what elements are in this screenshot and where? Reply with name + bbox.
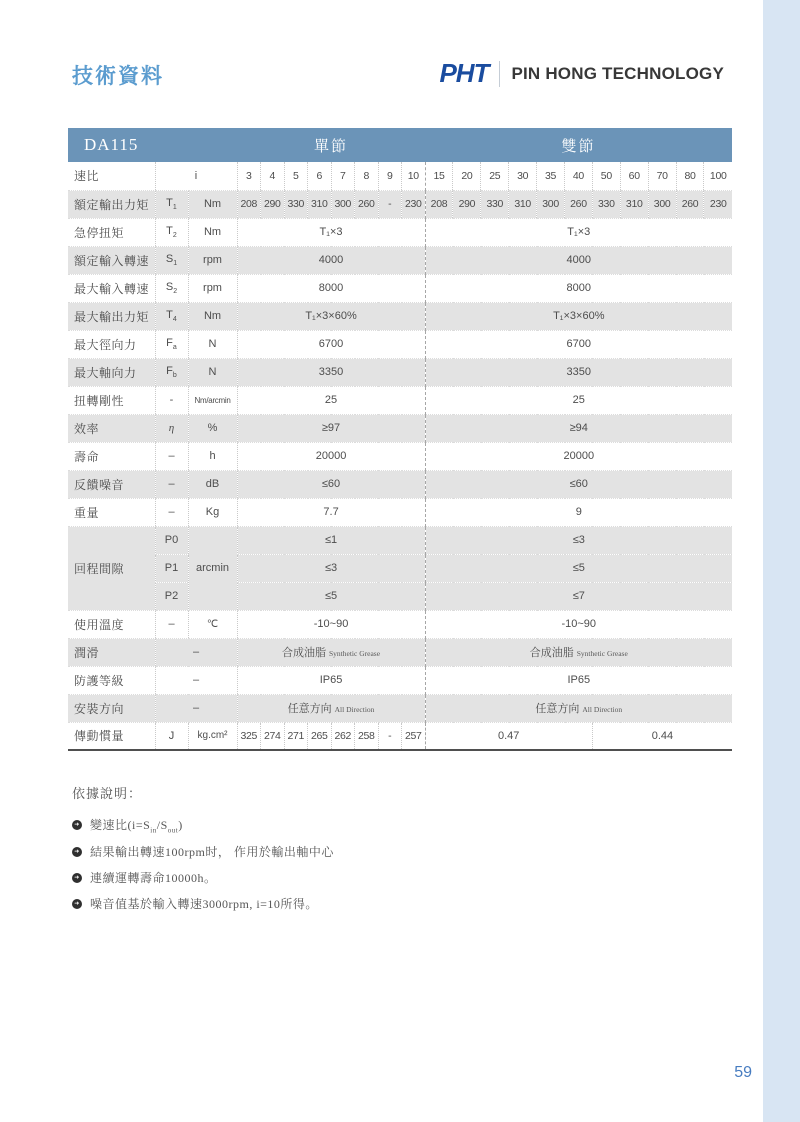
- table-row: [68, 582, 732, 610]
- list-item: [72, 843, 572, 860]
- value-cell: 310: [308, 190, 332, 218]
- value-cell: 290: [453, 190, 481, 218]
- value-cell: T₁×3: [425, 218, 732, 246]
- table-row: [68, 610, 732, 638]
- value-cell: 260: [676, 190, 704, 218]
- row-symbol: –: [155, 694, 237, 722]
- table-row: [68, 722, 732, 750]
- value-cell: ≤5: [425, 554, 732, 582]
- value-cell: ≤3: [425, 526, 732, 554]
- value-cell: 35: [537, 162, 565, 190]
- brand-name: PIN HONG TECHNOLOGY: [511, 63, 724, 83]
- arrow-bullet-icon: ➜: [72, 847, 82, 857]
- value-cell: 合成油脂 Synthetic Grease: [425, 638, 732, 666]
- row-symbol: J: [155, 722, 188, 750]
- row-symbol: $S_1$: [155, 246, 188, 274]
- model-name: DA115: [68, 128, 237, 162]
- row-symbol: $T_4$: [155, 302, 188, 330]
- page-title: 技術資料: [72, 65, 164, 88]
- row-label: 額定輸入轉速: [68, 246, 155, 274]
- value-cell: ≥97: [237, 414, 425, 442]
- row-unit: Nm: [188, 302, 237, 330]
- value-cell: ≤7: [425, 582, 732, 610]
- arrow-bullet-icon: ➜: [72, 820, 82, 830]
- value-cell: T₁×3×60%: [425, 302, 732, 330]
- brand-header: [439, 58, 724, 89]
- value-cell: 8: [355, 162, 379, 190]
- value-cell: 6: [308, 162, 332, 190]
- table-row: [68, 162, 732, 190]
- value-cell: ≥94: [425, 414, 732, 442]
- value-cell: 25: [481, 162, 509, 190]
- value-cell: 3: [237, 162, 261, 190]
- page-number: 59: [734, 1064, 752, 1081]
- value-cell: 260: [565, 190, 593, 218]
- row-unit: Nm: [188, 190, 237, 218]
- row-label: 效率: [68, 414, 155, 442]
- row-symbol: P0: [155, 526, 188, 554]
- value-cell: 20: [453, 162, 481, 190]
- value-cell: -10~90: [237, 610, 425, 638]
- value-cell: 8000: [425, 274, 732, 302]
- value-cell: 274: [261, 722, 285, 750]
- value-cell: 80: [676, 162, 704, 190]
- row-symbol: –: [155, 498, 188, 526]
- table-row: [68, 442, 732, 470]
- arrow-bullet-icon: ➜: [72, 899, 82, 909]
- row-symbol: i: [155, 162, 237, 190]
- row-symbol: –: [155, 470, 188, 498]
- row-label: 最大輸入轉速: [68, 274, 155, 302]
- value-cell: 310: [509, 190, 537, 218]
- note-text: 變速比$(i=S_{in}/S_{out})$: [90, 818, 183, 835]
- row-unit: rpm: [188, 274, 237, 302]
- notes-title: 依據說明：: [72, 786, 143, 801]
- table-row: [68, 638, 732, 666]
- arrow-bullet-icon: ➜: [72, 873, 82, 883]
- value-cell: 25: [425, 386, 732, 414]
- row-label: 安裝方向: [68, 694, 155, 722]
- note-text: 連續運轉壽命10000h。: [90, 871, 217, 886]
- value-cell: 30: [509, 162, 537, 190]
- value-cell: 290: [261, 190, 285, 218]
- value-cell: 0.44: [592, 722, 732, 750]
- row-label: 傳動慣量: [68, 722, 155, 750]
- row-symbol: $T_1$: [155, 190, 188, 218]
- value-cell: 25: [237, 386, 425, 414]
- value-cell: 60: [620, 162, 648, 190]
- value-cell: 3350: [425, 358, 732, 386]
- row-label: 額定輸出力矩: [68, 190, 155, 218]
- value-cell: 70: [648, 162, 676, 190]
- value-cell: 20000: [237, 442, 425, 470]
- row-unit: Kg: [188, 498, 237, 526]
- value-cell: 258: [355, 722, 379, 750]
- table-row: [68, 274, 732, 302]
- row-label: 最大輸出力矩: [68, 302, 155, 330]
- value-cell: 40: [565, 162, 593, 190]
- notes-list: [72, 816, 572, 912]
- row-label: 防護等級: [68, 666, 155, 694]
- row-unit: %: [188, 414, 237, 442]
- value-cell: 300: [331, 190, 355, 218]
- list-item: [72, 895, 572, 912]
- table-row: [68, 246, 732, 274]
- value-cell: 260: [355, 190, 379, 218]
- value-cell: 300: [537, 190, 565, 218]
- row-symbol: –: [155, 442, 188, 470]
- table-row: [68, 386, 732, 414]
- table-header-row: [68, 128, 732, 162]
- value-cell: 15: [425, 162, 453, 190]
- row-symbol: $S_2$: [155, 274, 188, 302]
- value-cell: 7: [331, 162, 355, 190]
- row-symbol: $F_b$: [155, 358, 188, 386]
- value-cell: ≤1: [237, 526, 425, 554]
- row-symbol: –: [155, 610, 188, 638]
- row-label: 最大軸向力: [68, 358, 155, 386]
- row-symbol: η: [155, 414, 188, 442]
- value-cell: 325: [237, 722, 261, 750]
- row-label: 速比: [68, 162, 155, 190]
- section-double: 雙節: [425, 128, 732, 162]
- value-cell: 50: [592, 162, 620, 190]
- table-row: [68, 666, 732, 694]
- value-cell: ≤60: [425, 470, 732, 498]
- value-cell: 9: [425, 498, 732, 526]
- row-unit: N: [188, 358, 237, 386]
- value-cell: 5: [284, 162, 308, 190]
- value-cell: 257: [402, 722, 426, 750]
- value-cell: 合成油脂 Synthetic Grease: [237, 638, 425, 666]
- list-item: [72, 816, 572, 834]
- value-cell: 4000: [425, 246, 732, 274]
- row-unit: dB: [188, 470, 237, 498]
- value-cell: 6700: [237, 330, 425, 358]
- row-unit: h: [188, 442, 237, 470]
- row-symbol: –: [155, 666, 237, 694]
- row-label: 使用溫度: [68, 610, 155, 638]
- row-label: 重量: [68, 498, 155, 526]
- value-cell: IP65: [425, 666, 732, 694]
- value-cell: 任意方向 All Direction: [237, 694, 425, 722]
- notes-section: [72, 783, 572, 921]
- value-cell: 9: [378, 162, 402, 190]
- table-row: [68, 694, 732, 722]
- value-cell: 330: [592, 190, 620, 218]
- row-label: 最大徑向力: [68, 330, 155, 358]
- row-label: 扭轉剛性: [68, 386, 155, 414]
- value-cell: 230: [704, 190, 732, 218]
- table-row: [68, 498, 732, 526]
- value-cell: 330: [284, 190, 308, 218]
- row-unit: rpm: [188, 246, 237, 274]
- value-cell: 330: [481, 190, 509, 218]
- row-label: 反饋噪音: [68, 470, 155, 498]
- value-cell: -: [378, 190, 402, 218]
- row-symbol: $T_2$: [155, 218, 188, 246]
- value-cell: 230: [402, 190, 426, 218]
- logo-divider: [499, 61, 500, 87]
- value-cell: 271: [284, 722, 308, 750]
- table-row: [68, 330, 732, 358]
- value-cell: 10: [402, 162, 426, 190]
- list-item: [72, 869, 572, 886]
- value-cell: -10~90: [425, 610, 732, 638]
- value-cell: 300: [648, 190, 676, 218]
- value-cell: 4: [261, 162, 285, 190]
- value-cell: 208: [425, 190, 453, 218]
- table-row: [68, 526, 732, 554]
- table-row: [68, 470, 732, 498]
- value-cell: ≤3: [237, 554, 425, 582]
- value-cell: 4000: [237, 246, 425, 274]
- row-label: 潤滑: [68, 638, 155, 666]
- row-symbol: –: [155, 638, 237, 666]
- value-cell: T₁×3: [237, 218, 425, 246]
- value-cell: T₁×3×60%: [237, 302, 425, 330]
- row-unit: arcmin: [188, 526, 237, 610]
- value-cell: 310: [620, 190, 648, 218]
- right-side-strip: [763, 0, 800, 1122]
- spec-table: [68, 128, 732, 751]
- value-cell: 8000: [237, 274, 425, 302]
- value-cell: ≤60: [237, 470, 425, 498]
- row-label: 急停扭矩: [68, 218, 155, 246]
- note-text: 噪音值基於輸入轉速3000rpm, i=10所得。: [90, 897, 318, 912]
- row-unit: N: [188, 330, 237, 358]
- value-cell: 0.47: [425, 722, 592, 750]
- row-symbol: P2: [155, 582, 188, 610]
- table-row: [68, 218, 732, 246]
- row-unit: Nm/arcmin: [188, 386, 237, 414]
- value-cell: 20000: [425, 442, 732, 470]
- value-cell: 265: [308, 722, 332, 750]
- value-cell: 208: [237, 190, 261, 218]
- row-symbol: P1: [155, 554, 188, 582]
- value-cell: 7.7: [237, 498, 425, 526]
- section-single: 單節: [237, 128, 425, 162]
- value-cell: 100: [704, 162, 732, 190]
- table-row: [68, 414, 732, 442]
- pht-logo: PHT: [439, 58, 489, 88]
- value-cell: 6700: [425, 330, 732, 358]
- value-cell: ≤5: [237, 582, 425, 610]
- row-label: 壽命: [68, 442, 155, 470]
- row-symbol: -: [155, 386, 188, 414]
- note-text: 結果輸出轉速100rpm时， 作用於輸出軸中心: [90, 845, 334, 860]
- table-row: [68, 190, 732, 218]
- value-cell: -: [378, 722, 402, 750]
- value-cell: 262: [331, 722, 355, 750]
- table-row: [68, 302, 732, 330]
- value-cell: IP65: [237, 666, 425, 694]
- row-unit: kg.cm²: [188, 722, 237, 750]
- row-unit: Nm: [188, 218, 237, 246]
- row-symbol: $F_a$: [155, 330, 188, 358]
- value-cell: 任意方向 All Direction: [425, 694, 732, 722]
- row-unit: ℃: [188, 610, 237, 638]
- row-label: 回程間隙: [68, 526, 155, 610]
- table-row: [68, 358, 732, 386]
- value-cell: 3350: [237, 358, 425, 386]
- table-row: [68, 554, 732, 582]
